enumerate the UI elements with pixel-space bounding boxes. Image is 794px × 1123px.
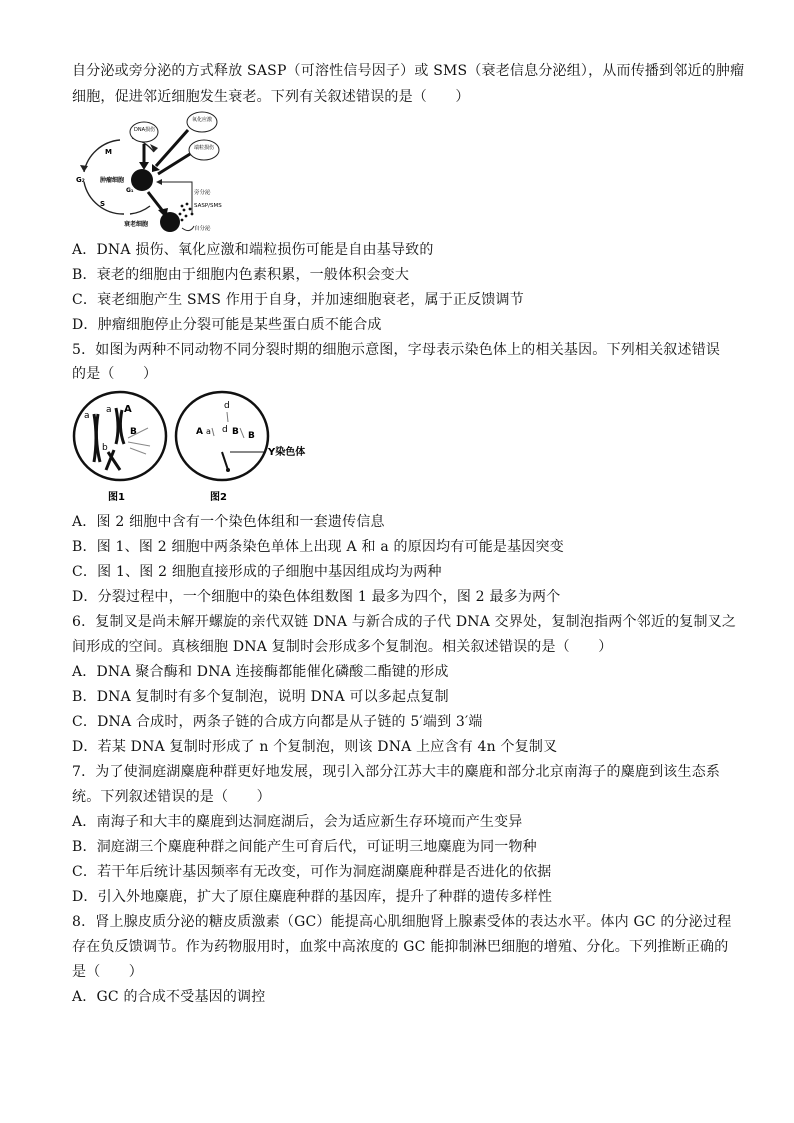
q7-option-c: C．若干年后统计基因频率有无改变，可作为洞庭湖麋鹿种群是否进化的依据 <box>72 864 552 880</box>
fig2-gene-d-top: d <box>224 401 230 411</box>
q7-stem-line2: 统。下列叙述错误的是（ ） <box>72 789 271 805</box>
fig2-gene-B-2: B <box>248 431 255 441</box>
q4-option-a: A．DNA 损伤、氧化应激和端粒损伤可能是自由基导致的 <box>72 242 434 258</box>
q5-cell-figure <box>72 388 322 506</box>
q4-intro-line1: 自分泌或旁分泌的方式释放 SASP（可溶性信号因子）或 SMS（衰老信息分泌组），从而传播到邻近的肿瘤 <box>72 63 745 79</box>
fig1-gene-b: b <box>102 443 108 453</box>
q7-option-d: D．引入外地麋鹿，扩大了原住麋鹿种群的基因库，提升了种群的遗传多样性 <box>72 889 553 905</box>
fig1-chromosomes <box>94 408 124 470</box>
oxidative-stress-label: 氧化应激 <box>192 117 213 123</box>
q4-option-d: D．肿瘤细胞停止分裂可能是某些蛋白质不能合成 <box>72 317 382 333</box>
q8-stem-line3: 是（ ） <box>72 964 143 980</box>
q5-stem-line1: 5．如图为两种不同动物不同分裂时期的细胞示意图，字母表示染色体上的相关基因。下列相关叙述错误 <box>72 342 721 358</box>
sasp-dots <box>179 203 194 222</box>
q7-option-b: B．洞庭湖三个麋鹿种群之间能产生可育后代，可证明三地麋鹿为同一物种 <box>72 839 537 855</box>
q6-option-a: A．DNA 聚合酶和 DNA 连接酶都能催化磷酸二酯键的形成 <box>72 664 449 680</box>
fig1-gene-A: A <box>124 404 132 415</box>
fig2-chromosome-strokes <box>212 412 244 438</box>
fig1-gene-B: B <box>130 427 137 437</box>
fig1-caption: 图1 <box>108 492 125 503</box>
senescent-cell-icon <box>160 212 180 232</box>
fig2-caption: 图2 <box>210 492 227 503</box>
fig1-gene-a-1: a <box>84 411 90 421</box>
fig1-gene-a-2: a <box>106 405 112 415</box>
y-chromosome-label: Y染色体 <box>268 447 306 458</box>
fig2-gene-a: a <box>206 427 211 436</box>
fig2-gene-d-mid: d <box>222 425 228 435</box>
senescent-cell-label: 衰老细胞 <box>124 221 149 228</box>
q5-option-c: C．图 1、图 2 细胞直接形成的子细胞中基因组成均为两种 <box>72 564 442 580</box>
q8-stem-line1: 8．肾上腺皮质分泌的糖皮质激素（GC）能提高心肌细胞肾上腺素受体的表达水平。体内 GC 的分泌过程 <box>72 914 732 930</box>
q6-option-b: B．DNA 复制时有多个复制泡，说明 DNA 可以多起点复制 <box>72 689 449 705</box>
q4-intro-line2: 细胞，促进邻近细胞发生衰老。下列有关叙述错误的是（ ） <box>72 89 470 105</box>
tumor-cell-label: 肿瘤细胞 <box>100 177 125 184</box>
arrow-oxidative <box>156 130 188 166</box>
q5-option-d: D．分裂过程中，一个细胞中的染色体组数图 1 最多为四个，图 2 最多为两个 <box>72 589 561 605</box>
fig2-gene-B-1: B <box>232 427 239 437</box>
q4-senescence-figure <box>70 110 230 238</box>
autocrine-label: 自分泌 <box>194 226 211 232</box>
sasp-sms-label: SASP/SMS <box>194 203 222 209</box>
q7-option-a: A．南海子和大丰的麋鹿到达洞庭湖后，会为适应新生存环境而产生变异 <box>72 814 523 830</box>
telomere-damage-label: 端粒损伤 <box>194 145 215 151</box>
q5-stem-line2: 的是（ ） <box>72 366 158 382</box>
q6-option-c: C．DNA 合成时，两条子链的合成方向都是从子链的 5′端到 3′端 <box>72 714 483 730</box>
cycle-arrowhead-1 <box>80 165 88 172</box>
q5-option-b: B．图 1、图 2 细胞中两条染色单体上出现 A 和 a 的原因均有可能是基因突变 <box>72 539 564 555</box>
q8-option-a: A．GC 的合成不受基因的调控 <box>72 989 266 1005</box>
fig1-cell-outline <box>74 392 166 480</box>
q6-stem-line2: 间形成的空间。真核细胞 DNA 复制时会形成多个复制泡。相关叙述错误的是（ ） <box>72 639 613 655</box>
q6-option-d: D．若某 DNA 复制时形成了 n 个复制泡，则该 DNA 上应含有 4n 个复制叉 <box>72 739 558 755</box>
q7-stem-line1: 7．为了使洞庭湖麋鹿种群更好地发展，现引入部分江苏大丰的麋鹿和部分北京南海子的麋鹿到该生态系 <box>72 764 721 780</box>
dna-damage-label: DNA损伤 <box>134 127 156 133</box>
arrow-to-senescent <box>148 192 162 210</box>
q4-option-b: B．衰老的细胞由于细胞内色素积累，一般体积会变大 <box>72 267 410 283</box>
q5-option-a: A．图 2 细胞中含有一个染色体组和一套遗传信息 <box>72 514 385 530</box>
q8-stem-line2: 存在负反馈调节。作为药物服用时，血浆中高浓度的 GC 能抑制淋巴细胞的增殖、分化。下列推断正确的 <box>72 939 729 955</box>
q4-option-c: C．衰老细胞产生 SMS 作用于自身，并加速细胞衰老，属于正反馈调节 <box>72 292 524 308</box>
cycle-label-s: S <box>100 200 106 208</box>
tumor-cell-icon <box>131 169 153 191</box>
cycle-arc-top-left <box>84 140 120 172</box>
fig2-y-centromere <box>226 468 230 472</box>
cycle-arc-bottom-right <box>130 206 150 214</box>
paracrine-label: 旁分泌 <box>194 190 211 196</box>
fig2-gene-A: A <box>196 427 203 437</box>
cycle-arc-bottom-left <box>84 182 124 214</box>
autocrine-path <box>182 226 194 231</box>
arrowhead-dna-damage <box>139 162 149 170</box>
fig2-y-chromosome <box>222 452 228 470</box>
paracrine-arrowhead <box>156 179 162 185</box>
cycle-label-g1: G₁ <box>126 187 134 194</box>
cycle-label-g2: G₂ <box>76 176 85 184</box>
q6-stem-line1: 6．复制叉是尚未解开螺旋的亲代双链 DNA 与新合成的子代 DNA 交界处，复制泡指两个邻近的复制叉之 <box>72 614 737 630</box>
cycle-label-m: M <box>105 148 112 156</box>
